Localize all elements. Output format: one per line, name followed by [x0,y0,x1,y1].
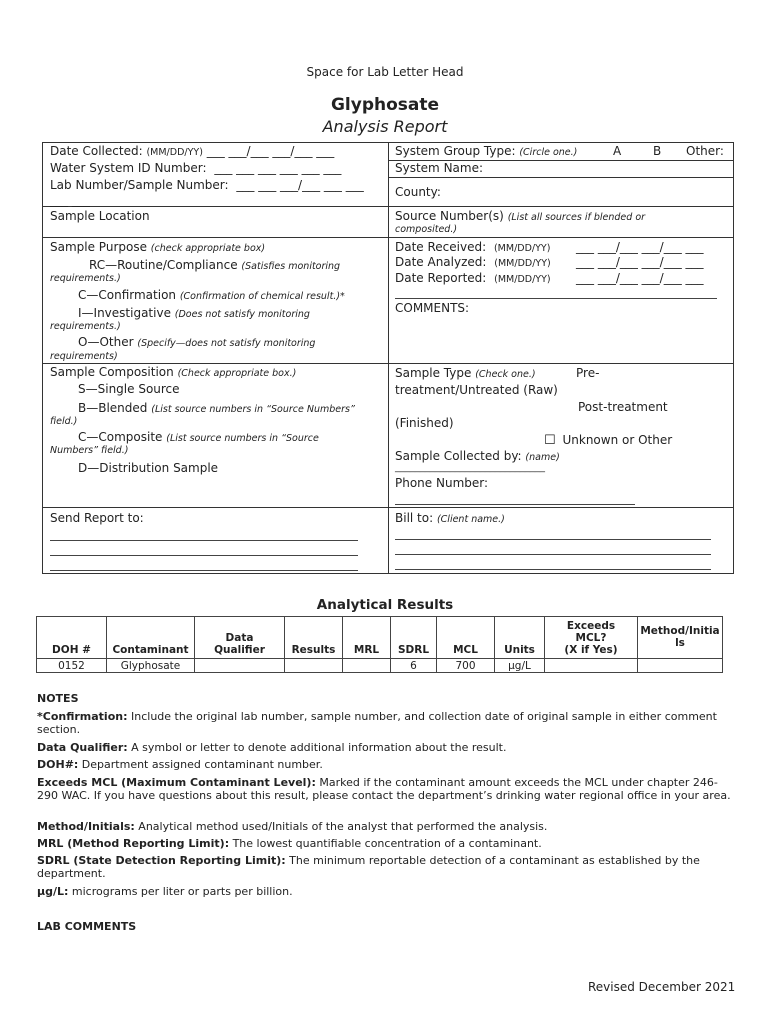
col-mrl: MRL [343,617,391,659]
note-exceeds-mcl: Exceeds MCL (Maximum Contaminant Level): Marked if the contaminant amount exceeds the MCL under chapter 246-290 WAC. If you have questions about this result, please contact the department’s drinking water regional office in your area. [37,776,731,802]
send-report-line[interactable] [50,540,358,541]
sample-type-option-post[interactable]: Post-treatment [578,400,668,414]
date-analyzed-blank[interactable]: ___ ___/___ ___/___ ___ [576,255,704,269]
bill-to-line[interactable] [395,569,711,570]
cell-qualifier[interactable] [195,659,285,673]
lab-comments-heading: LAB COMMENTS [37,920,137,933]
lab-number-field[interactable] [50,178,364,192]
sample-type-pre-cont[interactable]: treatment/Untreated (Raw) [395,383,558,397]
col-results: Results [285,617,343,659]
letterhead-placeholder: Space for Lab Letter Head [306,65,464,79]
sample-purpose-label: Sample Purpose (check appropriate box) [50,240,266,254]
date-received-blank[interactable]: ___ ___/___ ___/___ ___ [576,240,704,254]
divider [388,177,734,178]
date-format-hint: (MM/DD/YY) [146,147,203,158]
cell-exceeds[interactable] [545,659,638,673]
bill-to-line[interactable] [395,554,711,555]
date-received-field[interactable]: Date Received: (MM/DD/YY) [395,240,551,254]
results-title: Analytical Results [316,597,454,613]
system-group-option-a[interactable]: A [613,144,622,158]
col-contaminant: Contaminant [107,617,195,659]
send-report-line[interactable] [50,570,358,571]
lab-number-blank[interactable]: ___ ___ ___/___ ___ ___ [236,178,364,192]
table-row [37,659,723,673]
cell-doh: 0152 [37,659,107,673]
col-mcl: MCL [437,617,495,659]
cell-method[interactable] [638,659,723,673]
purpose-option-i[interactable]: I—Investigative (Does not satisfy monitoring [78,306,310,320]
divider [42,206,388,207]
bill-to-line[interactable] [395,539,711,540]
sample-location-label: Sample Location [50,209,150,223]
col-doh: DOH # [37,617,107,659]
composition-c-hint: Numbers” field.) [50,445,129,456]
cell-results[interactable] [285,659,343,673]
sample-type-label: Sample Type (Check one.) [395,366,536,380]
note-method-initials: Method/Initials: Analytical method used/Initials of the analyst that performed the analysis. [37,820,548,833]
sample-type-post-cont[interactable]: (Finished) [395,416,454,430]
send-report-line[interactable] [50,555,358,556]
collected-by-blank[interactable]: ______________________________ [395,462,545,473]
revision-date: Revised December 2021 [588,980,736,994]
cell-mcl: 700 [437,659,495,673]
collected-by-label: Sample Collected by: (name) [395,449,560,463]
comments-label: COMMENTS: [395,301,470,315]
date-reported-field[interactable]: Date Reported: (MM/DD/YY) [395,271,551,285]
divider [42,363,734,364]
water-system-id-label: Water System ID Number: [50,161,207,175]
purpose-i-hint: requirements.) [50,321,121,332]
purpose-o-hint: requirements) [50,351,118,362]
col-method-initials: Method/Initia ls [638,617,723,659]
notes-heading: NOTES [37,692,79,705]
water-system-id-field[interactable] [50,161,341,175]
note-confirmation: *Confirmation: Include the original lab number, sample number, and collection date of original sample in either comment section. [37,710,717,736]
sample-type-option-unknown[interactable]: ☐ Unknown or Other [544,433,673,448]
county-label: County: [395,185,441,199]
system-group-field: System Group Type: (Circle one.) [395,144,578,158]
composition-option-s[interactable]: S—Single Source [78,382,180,396]
divider [42,237,388,238]
table-header-row [37,617,723,659]
note-sdrl: SDRL (State Detection Reporting Limit): The minimum reportable detection of a contaminant as established by the department. [37,854,700,880]
page-subtitle: Analysis Report [322,117,448,136]
divider [388,237,734,238]
note-data-qualifier: Data Qualifier: A symbol or letter to denote additional information about the result. [37,741,507,754]
results-table [36,616,723,673]
phone-label: Phone Number: [395,476,489,490]
date-collected-blank[interactable]: ___ ___/___ ___/___ ___ [206,144,335,158]
purpose-option-c[interactable]: C—Confirmation (Confirmation of chemical result.)* [78,288,345,302]
date-analyzed-field[interactable]: Date Analyzed: (MM/DD/YY) [395,255,551,269]
cell-units: µg/L [495,659,545,673]
cell-sdrl: 6 [391,659,437,673]
date-reported-blank[interactable]: ___ ___/___ ___/___ ___ [576,271,704,285]
col-exceeds-mcl: Exceeds MCL? (X if Yes) [545,617,638,659]
system-group-option-other[interactable]: Other: [686,144,724,158]
cell-mrl[interactable] [343,659,391,673]
phone-line[interactable] [395,504,635,505]
sample-type-option-pre[interactable]: Pre- [576,366,600,380]
composition-option-d[interactable]: D—Distribution Sample [78,461,219,475]
system-name-label: System Name: [395,161,484,175]
col-units: Units [495,617,545,659]
note-doh: DOH#: Department assigned contaminant number. [37,758,323,771]
col-sdrl: SDRL [391,617,437,659]
date-collected-field[interactable] [50,144,334,158]
divider [388,206,734,207]
note-ugl: µg/L: micrograms per liter or parts per billion. [37,885,293,898]
purpose-option-rc[interactable]: RC—Routine/Compliance (Satisfies monitoring [89,258,341,272]
composition-b-hint: field.) [50,416,78,427]
checkbox-icon[interactable]: ☐ [544,433,556,448]
note-mrl: MRL (Method Reporting Limit): The lowest quantifiable concentration of a contaminant. [37,837,542,850]
page-title: Glyphosate [330,95,440,115]
purpose-rc-hint: requirements.) [50,273,121,284]
source-number-hint: composited.) [395,224,458,235]
send-report-label: Send Report to: [50,511,144,525]
composition-option-b[interactable]: B—Blended (List source numbers in “Source Numbers” [78,401,355,415]
date-collected-label: Date Collected: [50,144,143,158]
source-number-label: Source Number(s) (List all sources if blended or [395,209,646,223]
bill-to-label: Bill to: (Client name.) [395,511,505,525]
sample-composition-label: Sample Composition (Check appropriate box.) [50,365,297,379]
cell-contaminant: Glyphosate [107,659,195,673]
col-data-qualifier: Data Qualifier [195,617,285,659]
purpose-option-o[interactable]: O—Other (Specify—does not satisfy monitoring [78,335,316,349]
lab-number-label: Lab Number/Sample Number: [50,178,229,192]
lab-number-blank-cont[interactable]: ___ ___ [50,193,90,207]
composition-option-c[interactable]: C—Composite (List source numbers in “Source [78,430,319,444]
date-separator-line [395,298,717,299]
divider [42,507,734,508]
system-group-option-b[interactable]: B [653,144,662,158]
water-system-id-blank[interactable]: ___ ___ ___ ___ ___ ___ [214,161,342,175]
